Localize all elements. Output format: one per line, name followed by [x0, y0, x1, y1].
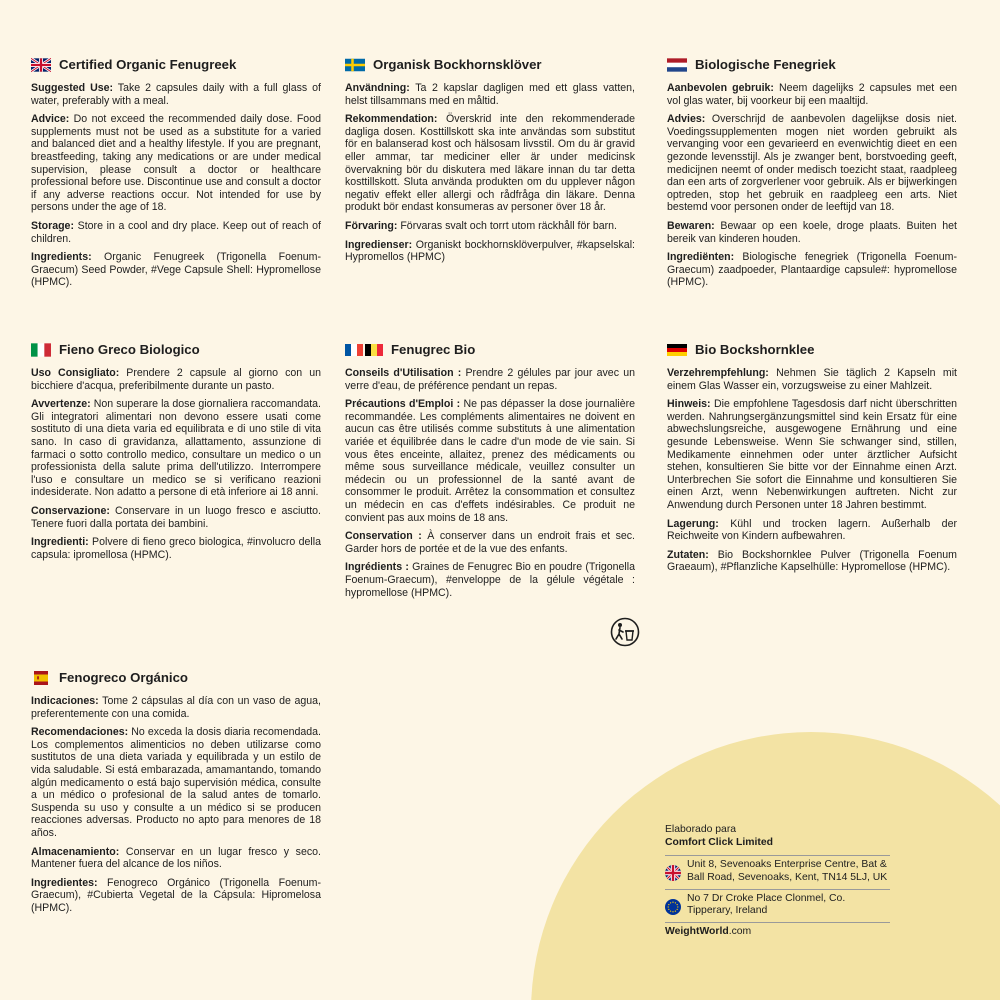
- section-header: [31, 57, 321, 73]
- ingredients-paragraph: Ingredienti: Polvere di fieno greco biologica, #involucro della capsula: ipromellosa (HPMC).: [31, 536, 321, 561]
- storage-paragraph: Conservazione: Conservare in un luogo fresco e asciutto. Tenere fuori dalla portata dei bambini.: [31, 504, 321, 530]
- tidyman-recycle-icon: [610, 617, 640, 647]
- section-title: Fieno Greco Biologico: [59, 342, 200, 357]
- section-title: Bio Bockshornklee: [695, 342, 815, 357]
- section-italian: [31, 342, 321, 567]
- section-english: [31, 57, 321, 295]
- section-spanish: [31, 670, 321, 921]
- france-flag-icon: [345, 343, 363, 357]
- section-header: [31, 342, 321, 358]
- manufacturer-info: [665, 824, 890, 939]
- section-title: Organisk Bockhornsklöver: [373, 57, 542, 72]
- storage-paragraph: Förvaring: Förvaras svalt och torrt utom räckhåll för barn.: [345, 219, 617, 232]
- section-title: Fenugrec Bio: [391, 342, 476, 357]
- section-header: [667, 342, 957, 358]
- ingredients-paragraph: Ingredienser: Organiskt bockhornsklöverpulver, #kapselskal: Hypromellos (HPMC): [345, 238, 635, 264]
- storage-paragraph: Storage: Store in a cool and dry place. Keep out of reach of children.: [31, 219, 321, 245]
- uk-flag-icon: [31, 58, 51, 72]
- advice-paragraph: Advice: Do not exceed the recommended daily dose. Food supplements must not be used as a substitute for a varied and balanced diet and a healthy lifestyle. If you are pregnant, breastfeeding, taking any medications or are under medical supervision, please consult a doctor or healthcare professional before use. Discontinue use and consult a doctor if any adverse reactions occur. Not intended for use by persons under the age of 18.: [31, 113, 321, 214]
- ingredients-paragraph: Zutaten: Bio Bockshornklee Pulver (Trigonella Foenum Graeaum), #Pflanzliche Kapselhülle: Hypromellose (HPMC).: [667, 548, 957, 574]
- sweden-flag-icon: [345, 58, 365, 72]
- italy-flag-icon: [31, 343, 51, 357]
- storage-paragraph: Bewaren: Bewaar op een koele, droge plaats. Buiten het bereik van kinderen houden.: [667, 219, 957, 245]
- made-for-label: Elaborado para: [665, 824, 737, 835]
- ingredients-paragraph: Ingrédients : Graines de Fenugrec Bio en poudre (Trigonella Foenum-Graecum), #enveloppe de la gélule végétale : hypromellose (HPMC).: [345, 561, 635, 599]
- storage-paragraph: Lagerung: Kühl und trocken lagern. Außerhalb der Reichweite von Kindern aufbewahren.: [667, 517, 957, 543]
- advice-paragraph: Recomendaciones: No exceda la dosis diaria recomendada. Los complementos alimenticios no deben utilizarse como sustitutos de una dieta variada y equilibrada y un estilo de vida saludable. Si está embarazada, amamantando, tomando algún medicamento o está bajo supervisión médica, consulte a un médico o profesional de la salud antes de tomarlo. Suspenda su uso y consulte a un médico si se producen reacciones adversas. Producto no apto para menores de 18 años.: [31, 726, 321, 839]
- storage-paragraph: Conservation : À conserver dans un endroit frais et sec. Garder hors de portée et de la vue des enfants.: [345, 530, 635, 555]
- section-header: [345, 57, 635, 73]
- advice-paragraph: Advies: Overschrijd de aanbevolen dagelijkse dosis niet. Voedingssupplementen mogen niet worden gebruikt als vervanging voor een gevarieerd en evenwichtig dieet en een gezonde levensstijl. Als je zwanger bent, borstvoeding geeft, medicijnen neemt of onder medisch toezicht staat, raadpleeg dan een arts of zorgverlener voor gebruik. Als er bijwerkingen optreden, stop het gebruik en raadpleeg een arts. Niet bestemd voor personen onder de leeftijd van 18.: [667, 113, 957, 214]
- advice-paragraph: Avvertenze: Non superare la dose giornaliera raccomandata. Gli integratori alimentari non devono essere usati come sostituto di una dieta varia ed equilibrata e di uno stile di vita sano. In caso di gravidanza, allattamento, assunzione di farmaci o sotto controllo medico, consultare un medico o un professionista della salute prima dell'utilizzo. Interrompere l'uso e consultare un medico se si verificano reazioni indesiderate. Non adatto a persone di età inferiore ai 18 anni.: [31, 398, 321, 499]
- advice-paragraph: Précautions d'Emploi : Ne pas dépasser la dose journalière recommandée. Les compléments alimentaires ne doivent en aucun cas être utilisés comme substituts à une alimentation variée et équilibrée dans le cadre d'un mode de vie sain. Si vous êtes enceinte, allaitez, prenez des médicaments ou même sous surveillance médicale, veuillez consulter un médecin ou un professionnel de la santé avant de consommer le produit. Arrêtez la consommation et consultez un médecin en cas d'effets indésirables. Ce produit ne convient pas aux moins de 18 ans.: [345, 398, 636, 524]
- section-french: [345, 342, 635, 605]
- suggested-use-paragraph: Suggested Use: Take 2 capsules daily with a full glass of water, preferably with a meal.: [31, 82, 321, 107]
- uk-address: Unit 8, Sevenoaks Enterprise Centre, Bat & Ball Road, Sevenoaks, Kent, TN14 5LJ, UK: [687, 859, 888, 883]
- divider: [665, 889, 890, 890]
- suggested-use-paragraph: Aanbevolen gebruik: Neem dagelijks 2 capsules met een vol glas water, bij voorkeur bij een maaltijd.: [667, 82, 957, 107]
- section-title: Fenogreco Orgánico: [59, 670, 188, 685]
- belgium-flag-icon: [365, 343, 383, 357]
- germany-flag-icon: [667, 343, 687, 357]
- section-german: [667, 342, 957, 580]
- section-header: [667, 57, 957, 73]
- ie-address: No 7 Dr Croke Place Clonmel, Co. Tipperary, Ireland: [687, 892, 846, 916]
- section-title: Biologische Fenegriek: [695, 57, 836, 72]
- advice-paragraph: Rekommendation: Överskrid inte den rekommenderade dagliga dosen. Kosttillskott ska inte användas som substitut för en balanserad kost och hälsosam livsstil. Om du är gravid eller ammar, tar mediciner eller är under medicinsk övervakning bör du diskutera med läkare innan du tar detta kosttillskott. Sluta använda produkten om du upplever någon negativ effekt eller allergi och rådfråga din läkare. Denna produkt bör endast konsumeras av personer över 18 år.: [345, 113, 635, 214]
- suggested-use-paragraph: Indicaciones: Tome 2 cápsulas al día con un vaso de agua, preferentemente con una comida.: [31, 695, 321, 720]
- advice-paragraph: Hinweis: Die empfohlene Tagesdosis darf nicht überschritten werden. Nahrungsergänzungsmittel sind kein Ersatz für eine abwechslungsreiche, ausgewogene Ernährung und eine gesunde Lebensweise. Wenn Sie schwanger sind, stillen, Medikamente einnehmen oder unter ärztlicher Aufsicht stehen, konsultieren Sie bitte vor der Einnahme einen Arzt. Unterbrechen Sie sofort die Einnahme und konsultieren Sie einen Arzt, wenn Nebenwirkungen auftreten. Nicht zur Anwendung durch Personen unter 18 Jahren bestimmt.: [667, 398, 957, 511]
- company-name: Comfort Click Limited: [665, 836, 773, 848]
- section-title: Certified Organic Fenugreek: [59, 57, 237, 72]
- uk-address-row: [665, 859, 890, 886]
- section-header: [345, 342, 635, 358]
- ingredients-paragraph: Ingrediënten: Biologische fenegriek (Trigonella Foenum-Graecum) zaadpoeder, Plantaardige capsule#: hypromellose (HPMC).: [667, 251, 957, 289]
- section-header: [31, 670, 321, 686]
- ie-address-row: [665, 893, 890, 920]
- spain-flag-icon: [31, 671, 51, 685]
- website-link[interactable]: WeightWorld.com: [665, 926, 752, 937]
- suggested-use-paragraph: Uso Consigliato: Prendere 2 capsule al giorno con un bicchiere d'acqua, preferibilmente durante un pasto.: [31, 367, 321, 392]
- divider: [665, 922, 890, 923]
- divider: [665, 855, 890, 856]
- suggested-use-paragraph: Verzehrempfehlung: Nehmen Sie täglich 2 Kapseln mit einem Glas Wasser ein, vorzugsweise zu einer Mahlzeit.: [667, 367, 957, 392]
- suggested-use-paragraph: Användning: Ta 2 kapslar dagligen med ett glass vatten, helst tillsammans med en måltid.: [345, 82, 635, 107]
- ingredients-paragraph: Ingredientes: Fenogreco Orgánico (Trigonella Foenum-Graecum), #Cubierta Vegetal de la Cápsula: Hipromelosa (HPMC).: [31, 876, 321, 914]
- suggested-use-paragraph: Conseils d'Utilisation : Prendre 2 gélules par jour avec un verre d'eau, de préférence pendant un repas.: [345, 367, 635, 392]
- section-dutch: [667, 57, 957, 295]
- section-swedish: [345, 57, 635, 270]
- ingredients-paragraph: Ingredients: Organic Fenugreek (Trigonella Foenum-Graecum) Seed Powder, #Vege Capsule Shell: Hypromellose (HPMC).: [31, 251, 321, 289]
- netherlands-flag-icon: [667, 58, 687, 72]
- storage-paragraph: Almacenamiento: Conservar en un lugar fresco y seco. Mantener fuera del alcance de los niños.: [31, 845, 321, 871]
- uk-flag-icon: [665, 865, 681, 886]
- eu-flag-icon: [665, 899, 681, 920]
